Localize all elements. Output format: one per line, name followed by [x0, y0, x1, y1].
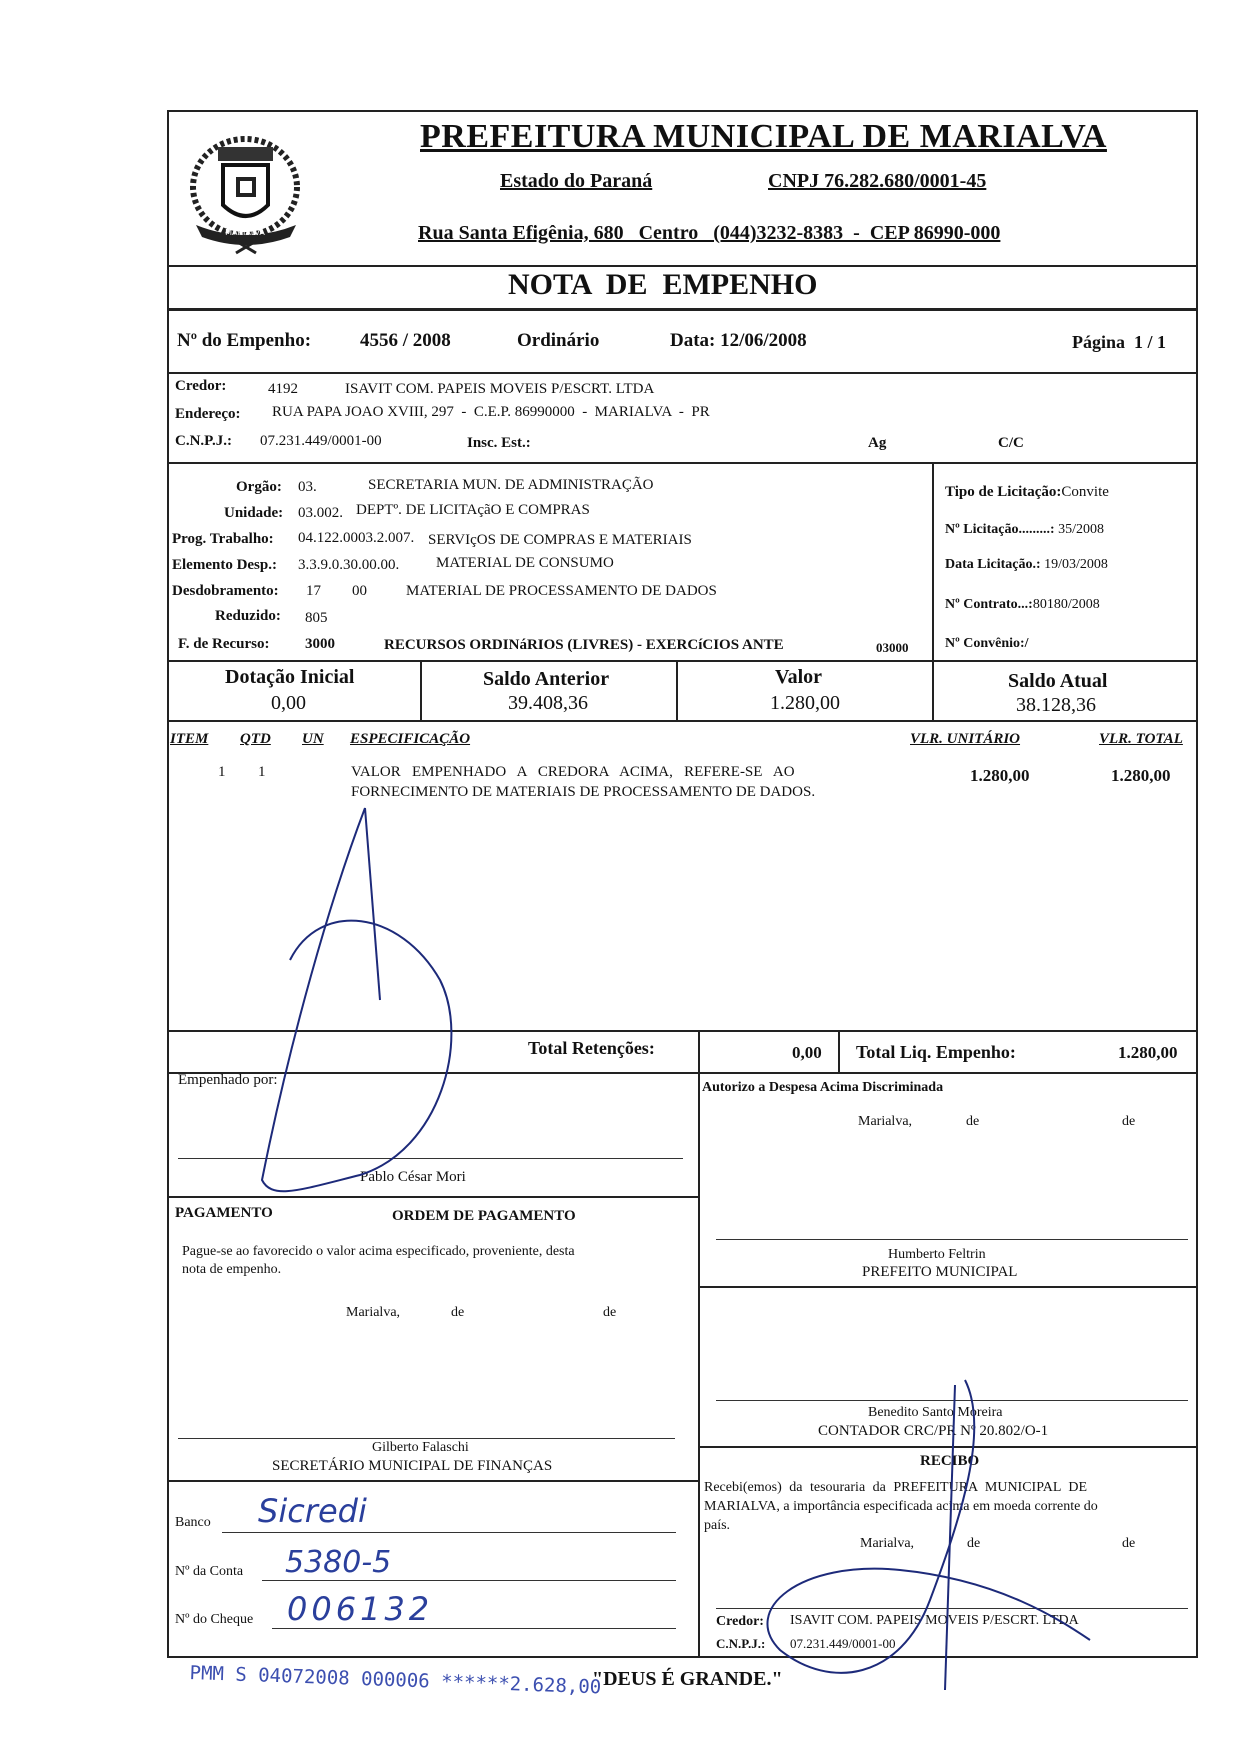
elemento-value: MATERIAL DE CONSUMO	[436, 555, 614, 571]
endereco-label: Endereço:	[175, 406, 241, 422]
pagamento-text1: Pague-se ao favorecido o valor acima especificado, proveniente, desta	[182, 1244, 575, 1259]
desdobramento-code: 17	[306, 583, 321, 599]
reduzido-value: 805	[305, 610, 328, 626]
liq-label: Total Liq. Empenho:	[856, 1042, 1016, 1062]
doc-title: NOTA DE EMPENHO	[508, 268, 818, 301]
contrato-key: Nº Contrato...:	[945, 597, 1033, 612]
recibo-place: Marialva,	[860, 1536, 915, 1551]
credor-name: ISAVIT COM. PAPEIS MOVEIS P/ESCRT. LTDA	[345, 381, 655, 397]
orgao-label: Orgão:	[236, 479, 282, 495]
footer-motto: "DEUS É GRANDE."	[592, 1668, 783, 1690]
endereco-value: RUA PAPA JOAO XVIII, 297 - C.E.P. 86990000 - MARIALVA - PR	[272, 404, 710, 420]
col-unit: VLR. UNITÁRIO	[910, 731, 1021, 747]
credor-code: 4192	[268, 381, 298, 397]
unidade-label: Unidade:	[224, 505, 284, 521]
cnpj-label: C.N.P.J.:	[175, 433, 232, 449]
col-total: VLR. TOTAL	[1099, 731, 1183, 747]
ag-label: Ag	[868, 435, 887, 451]
empenhado-name: Pablo César Mori	[360, 1169, 466, 1185]
secretario-name: Gilberto Falaschi	[372, 1440, 469, 1455]
recurso-extra: 03000	[876, 640, 909, 655]
empenho-label: Nº do Empenho:	[177, 330, 312, 351]
recibo-cnpj-value: 07.231.449/0001-00	[790, 1636, 896, 1651]
pagamento-label: PAGAMENTO	[175, 1205, 273, 1221]
item-total: 1.280,00	[1111, 766, 1171, 785]
recibo-de2: de	[1122, 1536, 1136, 1551]
col-item: ITEM	[170, 731, 209, 747]
coat-of-arms-logo	[178, 125, 313, 260]
recibo-text2: MARIALVA, a importância especificada acima em moeda corrente do	[704, 1499, 1098, 1514]
credor-label: Credor:	[175, 378, 227, 394]
payment-stamp: PMM S 04072008 000006 ******2.628,00	[189, 1662, 602, 1699]
autorizo-place: Marialva,	[858, 1114, 913, 1129]
saldo-atual-label: Saldo Atual	[1008, 670, 1108, 692]
secretario-title: SECRETÁRIO MUNICIPAL DE FINANÇAS	[272, 1458, 553, 1474]
num-licitacao	[945, 522, 1104, 538]
item-qtd: 1	[258, 764, 266, 780]
unidade-value: DEPTº. DE LICITAçãO E COMPRAS	[356, 502, 590, 518]
recibo-credor-label: Credor:	[716, 1614, 764, 1629]
contrato-value: 80180/2008	[1032, 597, 1100, 612]
col-spec: ESPECIFICAÇÃO	[350, 731, 471, 747]
recibo-credor-value: ISAVIT COM. PAPEIS MOVEIS P/ESCRT. LTDA	[790, 1613, 1079, 1628]
num-licitacao-key: Nº Licitação.........:	[945, 522, 1055, 537]
recibo-text1: Recebi(emos) da tesouraria da PREFEITURA MUNICIPAL DE	[704, 1480, 1088, 1495]
item-spec-line2: FORNECIMENTO DE MATERIAIS DE PROCESSAMENTO DE DADOS.	[351, 784, 816, 800]
empenho-number: 4556 / 2008	[360, 330, 451, 351]
svg-text:MARIALVA: MARIALVA	[225, 228, 265, 237]
col-qtd: QTD	[240, 731, 271, 747]
desdobramento-sub: 00	[352, 583, 367, 599]
prefeito-name: Humberto Feltrin	[888, 1247, 986, 1262]
item-spec-line1: VALOR EMPENHADO A CREDORA ACIMA, REFERE-SE AO	[351, 764, 795, 780]
convenio-label: Nº Convênio:/	[945, 636, 1029, 651]
col-un: UN	[302, 731, 324, 747]
contador-title: CONTADOR CRC/PR Nº 20.802/O-1	[818, 1423, 1049, 1439]
tipo-licitacao-value: Convite	[1061, 484, 1109, 500]
empenho-page: Página 1 / 1	[1072, 332, 1167, 352]
empenho-date: Data: 12/06/2008	[670, 330, 807, 351]
desdobramento-label: Desdobramento:	[172, 583, 279, 599]
recibo-cnpj-label: C.N.P.J.:	[716, 1636, 766, 1651]
pagamento-place: Marialva,	[346, 1305, 401, 1320]
valor-label: Valor	[775, 666, 823, 688]
item-unit-price: 1.280,00	[970, 766, 1030, 785]
orgao-value: SECRETARIA MUN. DE ADMINISTRAÇÃO	[368, 477, 654, 493]
banco-label: Banco	[175, 1515, 211, 1530]
item-number: 1	[218, 764, 226, 780]
data-licitacao-key: Data Licitação.:	[945, 557, 1041, 572]
recibo-de1: de	[967, 1536, 981, 1551]
elemento-code: 3.3.9.0.30.00.00.	[298, 557, 400, 573]
pagamento-de2: de	[603, 1305, 617, 1320]
tipo-licitacao-label	[945, 484, 1109, 501]
cheque-value: 006132	[287, 1590, 434, 1628]
num-licitacao-value: 35/2008	[1058, 522, 1104, 537]
elemento-label: Elemento Desp.:	[172, 557, 277, 573]
recurso-value: RECURSOS ORDINáRIOS (LIVRES) - EXERCíCIOS ANTE	[384, 637, 784, 653]
pagamento-text2: nota de empenho.	[182, 1262, 282, 1277]
conta-label: Nº da Conta	[175, 1564, 244, 1579]
data-licitacao-value: 19/03/2008	[1044, 557, 1108, 572]
header-state: Estado do Paraná	[500, 170, 653, 192]
empenhado-label: Empenhado por:	[178, 1072, 278, 1088]
retencoes-value: 0,00	[792, 1043, 822, 1062]
data-licitacao	[945, 557, 1108, 573]
prog-value: SERVIçOS DE COMPRAS E MATERIAIS	[428, 532, 692, 548]
cheque-label: Nº do Cheque	[175, 1612, 254, 1627]
liq-value: 1.280,00	[1118, 1043, 1178, 1062]
cnpj-value: 07.231.449/0001-00	[260, 433, 382, 449]
dotacao-label: Dotação Inicial	[225, 666, 355, 688]
saldo-anterior-value: 39.408,36	[508, 692, 588, 714]
header-title: PREFEITURA MUNICIPAL DE MARIALVA	[420, 118, 1107, 155]
orgao-code: 03.	[298, 479, 317, 495]
ordem-label: ORDEM DE PAGAMENTO	[392, 1208, 576, 1224]
autorizo-de2: de	[1122, 1114, 1136, 1129]
prog-code: 04.122.0003.2.007.	[298, 530, 415, 546]
banco-value: Sicredi	[258, 1492, 367, 1530]
prefeito-title: PREFEITO MUNICIPAL	[862, 1264, 1018, 1280]
prog-label: Prog. Trabalho:	[172, 531, 274, 547]
empenho-type: Ordinário	[517, 330, 600, 351]
valor-value: 1.280,00	[770, 692, 840, 714]
recurso-code: 3000	[305, 636, 335, 652]
reduzido-label: Reduzido:	[215, 608, 281, 624]
saldo-atual-value: 38.128,36	[1016, 694, 1096, 716]
header-cnpj: CNPJ 76.282.680/0001-45	[768, 170, 987, 192]
pagamento-de1: de	[451, 1305, 465, 1320]
insc-label: Insc. Est.:	[467, 435, 531, 451]
retencoes-label: Total Retenções:	[528, 1038, 655, 1058]
tipo-licitacao-key: Tipo de Licitação:	[945, 484, 1062, 500]
autorizo-de1: de	[966, 1114, 980, 1129]
cc-label: C/C	[998, 435, 1024, 451]
header-address: Rua Santa Efigênia, 680 Centro (044)3232-8383 - CEP 86990-000	[418, 222, 1001, 244]
recibo-text3: país.	[704, 1518, 731, 1533]
dotacao-value: 0,00	[271, 692, 306, 714]
recurso-label: F. de Recurso:	[178, 636, 270, 652]
desdobramento-value: MATERIAL DE PROCESSAMENTO DE DADOS	[406, 583, 717, 599]
contador-name: Benedito Santo Moreira	[868, 1405, 1003, 1420]
unidade-code: 03.002.	[298, 505, 343, 521]
saldo-anterior-label: Saldo Anterior	[483, 668, 610, 690]
conta-value: 5380-5	[285, 1545, 392, 1580]
contrato	[945, 597, 1100, 613]
autorizo-label: Autorizo a Despesa Acima Discriminada	[702, 1080, 944, 1095]
recibo-title: RECIBO	[920, 1453, 980, 1469]
